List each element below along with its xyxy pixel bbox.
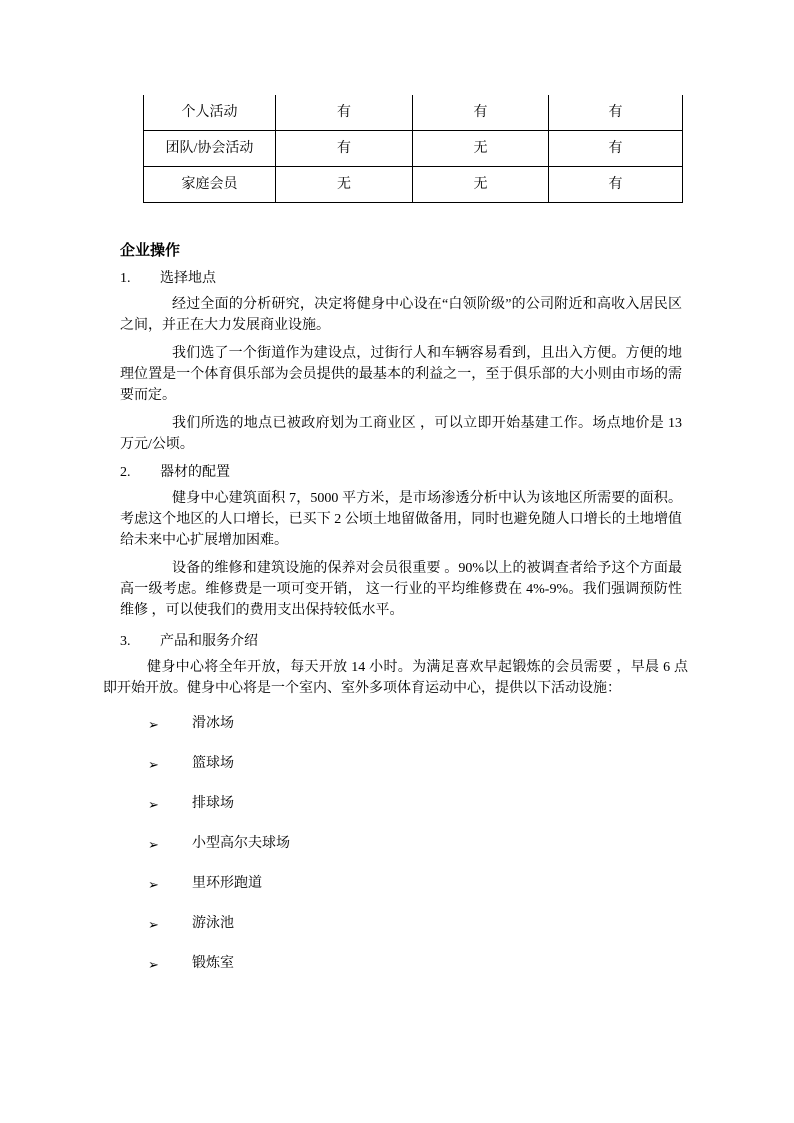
paragraph: 我们选了一个街道作为建设点，过街行人和车辆容易看到，且出入方便。方便的地理位置是一个体育俱乐部为会员提供的最基本的利益之一，至于俱乐部的大小则由市场的需要而定。: [120, 346, 682, 403]
table-row: [144, 131, 683, 167]
membership-comparison-table: [143, 95, 683, 203]
paragraph: 健身中心建筑面积 7，5000 平方米，是市场渗透分析中认为该地区所需要的面积。考虑这个地区的人口增长，已买下 2 公顷土地留做备用，同时也避免随人口增长的土地增值给未来中心扩展增加困难。: [120, 491, 682, 548]
table-cell-label: 团队/协会活动: [144, 131, 276, 167]
paragraph: 经过全面的分析研究，决定将健身中心设在“白领阶级”的公司附近和高收入居民区之间，并正在大力发展商业设施。: [120, 297, 682, 333]
paragraph: 健身中心将全年开放，每天开放 14 小时。为满足喜欢早起锻炼的会员需要 ，早晨 6 点即开始开放。健身中心将是一个室内、室外多项体育运动中心，提供以下活动设施：: [103, 660, 688, 696]
list-item-label: 小型高尔夫球场: [192, 836, 290, 851]
table-cell: 无: [276, 167, 413, 203]
table-row: [144, 167, 683, 203]
list-item: [120, 873, 682, 894]
arrow-bullet-icon: ➢: [148, 877, 159, 892]
numbered-item-2: [120, 462, 682, 483]
list-item: [120, 753, 682, 774]
table-cell: 无: [413, 131, 549, 167]
table-cell: 有: [413, 95, 549, 131]
paragraph: 我们所选的地点已被政府划为工商业区 ，可以立即开始基建工作。场点地价是 13 万元/公顷。: [120, 416, 682, 452]
table-cell: 有: [276, 95, 413, 131]
list-item-label: 游泳池: [192, 916, 234, 931]
table-cell-label: 家庭会员: [144, 167, 276, 203]
numbered-item-1: [120, 268, 682, 289]
list-item-label: 篮球场: [192, 756, 234, 771]
numbered-item-3: [120, 631, 682, 652]
arrow-bullet-icon: ➢: [148, 757, 159, 772]
list-item-label: 锻炼室: [192, 956, 234, 971]
table-cell: 有: [549, 167, 683, 203]
facility-list: [120, 713, 682, 974]
table-row: [144, 95, 683, 131]
table-cell-label: 个人活动: [144, 95, 276, 131]
list-item-label: 里环形跑道: [192, 876, 262, 891]
item-title: 产品和服务介绍: [160, 634, 258, 649]
arrow-bullet-icon: ➢: [148, 957, 159, 972]
item-number: 1.: [120, 271, 131, 286]
arrow-bullet-icon: ➢: [148, 837, 159, 852]
list-item: [120, 833, 682, 854]
doc-heading: 企业操作: [120, 243, 181, 259]
list-item: [120, 953, 682, 974]
table-cell: 无: [413, 167, 549, 203]
table-cell: 有: [276, 131, 413, 167]
list-item: [120, 713, 682, 734]
item-title: 选择地点: [160, 271, 216, 286]
item-title: 器材的配置: [160, 465, 230, 480]
list-item: [120, 913, 682, 934]
list-item: [120, 793, 682, 814]
arrow-bullet-icon: ➢: [148, 717, 159, 732]
table-cell: 有: [549, 131, 683, 167]
arrow-bullet-icon: ➢: [148, 917, 159, 932]
list-item-label: 滑冰场: [192, 716, 234, 731]
table-cell: 有: [549, 95, 683, 131]
item-number: 3.: [120, 634, 131, 649]
arrow-bullet-icon: ➢: [148, 797, 159, 812]
document-body: [103, 240, 688, 993]
paragraph: 设备的维修和建筑设施的保养对会员很重要 。90%以上的被调查者给予这个方面最高一级考虑。维修费是一项可变开销， 这一行业的平均维修费在 4%-9%。我们强调预防性维修 ，可以使我们的费用支出保持较低水平。: [120, 561, 682, 618]
list-item-label: 排球场: [192, 796, 234, 811]
item-number: 2.: [120, 465, 131, 480]
